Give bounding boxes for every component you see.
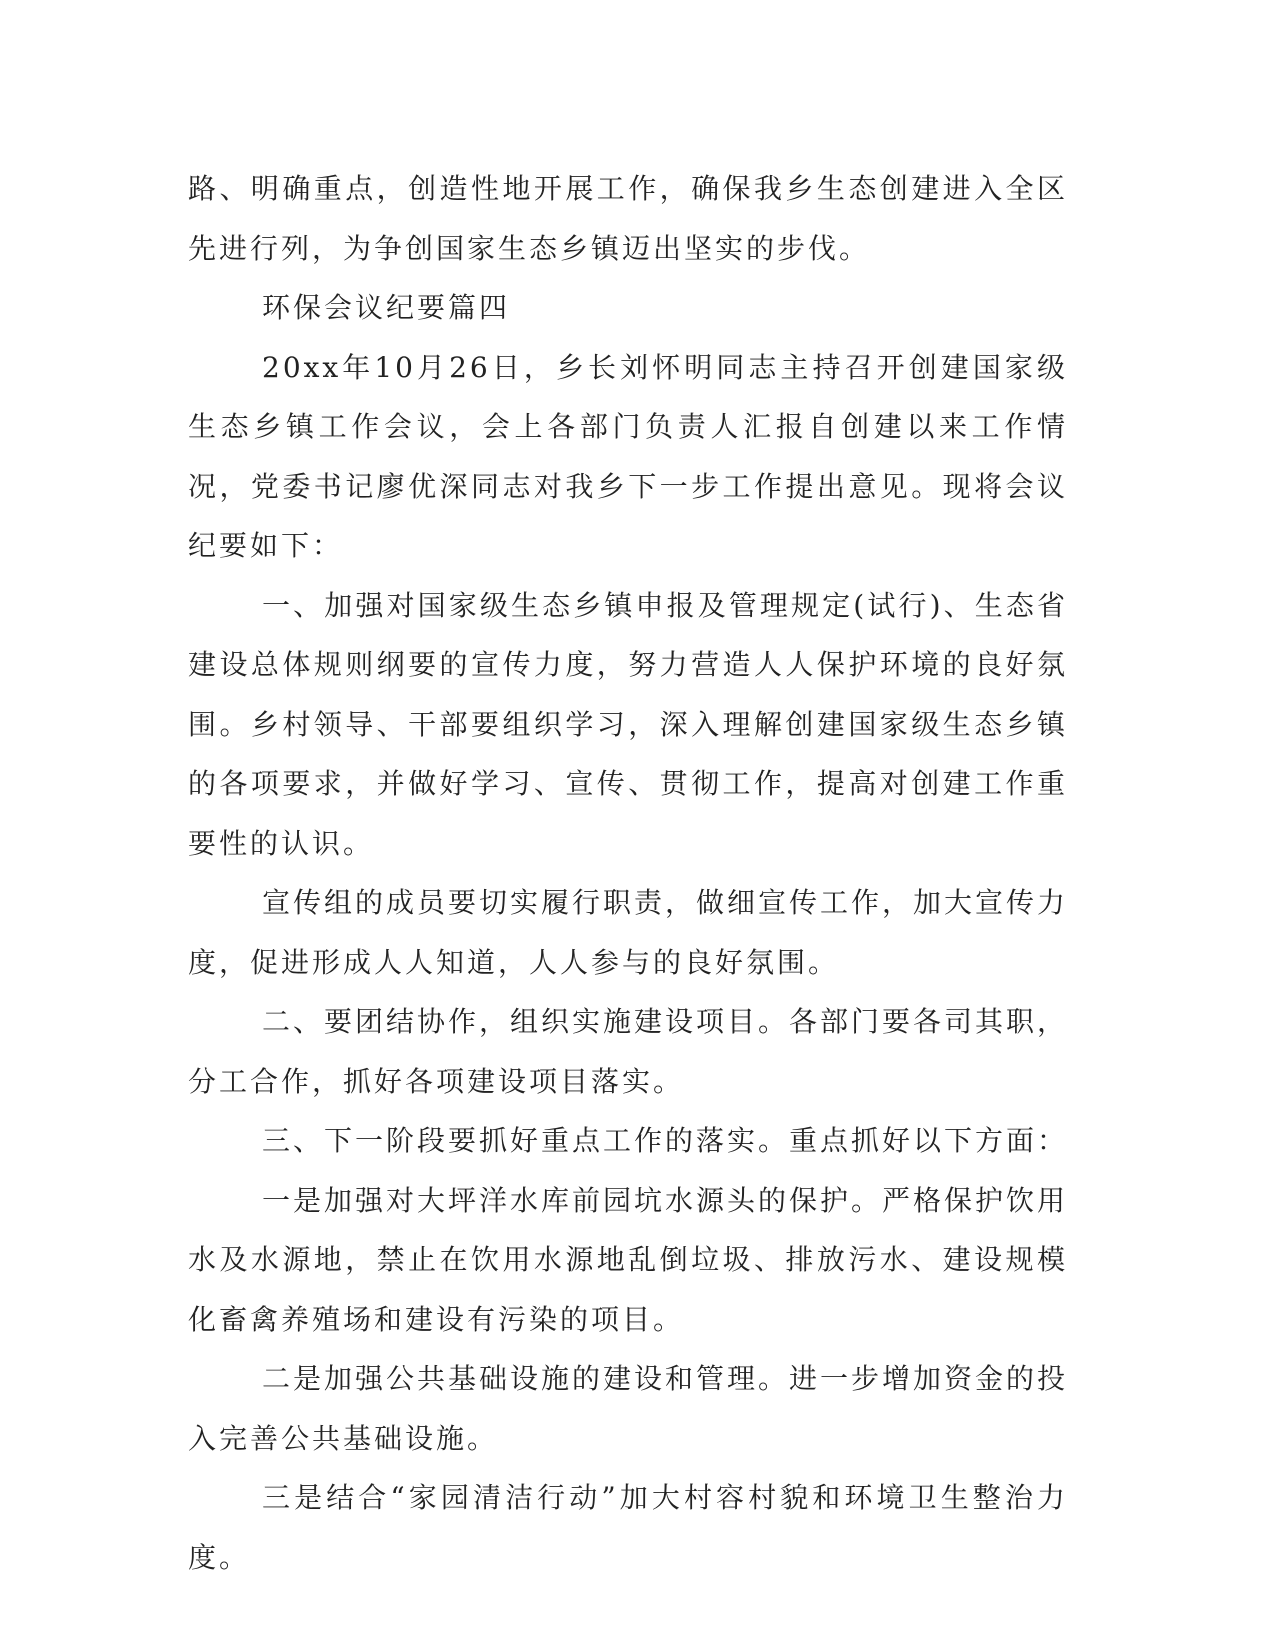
paragraph-item-one: 一、加强对国家级生态乡镇申报及管理规定(试行)、生态省建设总体规则纲要的宣传力度，努力营造人人保护环境的良好氛围。乡村领导、干部要组织学习，深入理解创建国家级生态乡镇的各项要求，并做好学习、宣传、贯彻工作，提高对创建工作重要性的认识。 — [188, 588, 1068, 860]
paragraph-item-three: 三、下一阶段要抓好重点工作的落实。重点抓好以下方面： — [262, 1124, 1069, 1157]
paragraph-item-two: 二、要团结协作，组织实施建设项目。各部门要各司其职，分工合作，抓好各项建设项目落实。 — [188, 1005, 1069, 1098]
paragraph-publicity-group: 宣传组的成员要切实履行职责，做细宣传工作，加大宣传力度，促进形成人人知道，人人参与的良好氛围。 — [188, 886, 1069, 979]
paragraph-point-three: 三是结合“家园清洁行动”加大村容村貌和环境卫生整治力度。 — [188, 1481, 1068, 1574]
paragraph-point-one: 一是加强对大坪洋水库前园坑水源头的保护。严格保护饮用水及水源地，禁止在饮用水源地乱倒垃圾、排放污水、建设规模化畜禽养殖场和建设有污染的项目。 — [188, 1183, 1069, 1336]
paragraph-point-two: 二是加强公共基础设施的建设和管理。进一步增加资金的投入完善公共基础设施。 — [188, 1362, 1069, 1455]
paragraph-meeting-intro: 20xx年10月26日，乡长刘怀明同志主持召开创建国家级生态乡镇工作会议，会上各部门负责人汇报自创建以来工作情况，党委书记廖优深同志对我乡下一步工作提出意见。现将会议纪要如下： — [188, 350, 1068, 562]
section-heading: 环保会议纪要篇四 — [262, 291, 511, 324]
paragraph-continuation: 路、明确重点，创造性地开展工作，确保我乡生态创建进入全区先进行列，为争创国家生态乡镇迈出坚实的步伐。 — [188, 172, 1068, 265]
document-body — [188, 159, 1068, 1587]
